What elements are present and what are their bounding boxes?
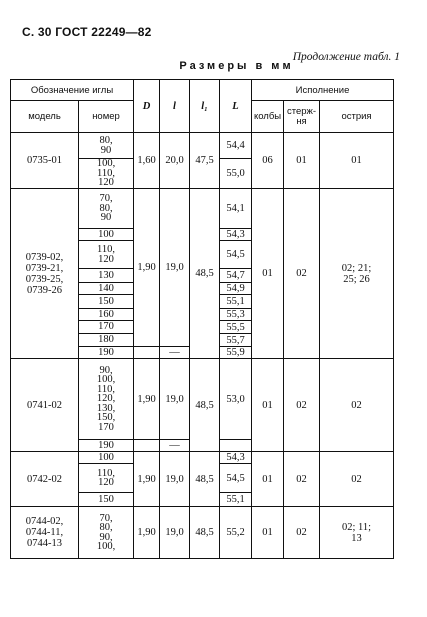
l-cell: — <box>160 440 190 452</box>
number-cell: 100 <box>79 229 134 241</box>
col-model-header: модель <box>11 101 79 133</box>
table-row <box>11 359 394 440</box>
number-cell: 180 <box>79 334 134 347</box>
col-shank-header: стерж- ня <box>284 101 320 133</box>
L-cell: 54,3 <box>220 229 252 241</box>
model-cell: 0739-02, 0739-21, 0739-25, 0739-26 <box>11 189 79 359</box>
l-cell: 19,0 <box>160 189 190 347</box>
L-cell: 55,1 <box>220 493 252 507</box>
needle-dimensions-table <box>10 79 394 559</box>
number-cell: 170 <box>79 321 134 334</box>
number-cell: 160 <box>79 309 134 321</box>
flask-cell: 01 <box>252 359 284 452</box>
number-cell: 150 <box>79 493 134 507</box>
needle-designation-header: Обозначение иглы <box>11 80 134 101</box>
l1-cell: 48,5 <box>190 507 220 559</box>
l1-cell: 47,5 <box>190 133 220 189</box>
number-cell: 70, 80, 90 <box>79 189 134 229</box>
shank-cell: 02 <box>284 452 320 507</box>
col-l1-header: l₁ <box>190 80 220 133</box>
number-cell: 80, 90 <box>79 133 134 159</box>
D-cell: 1,90 <box>134 359 160 440</box>
col-flask-header: колбы <box>252 101 284 133</box>
number-cell: 100 <box>79 452 134 464</box>
table-row <box>11 507 394 559</box>
col-D-header: D <box>134 80 160 133</box>
l-cell: 19,0 <box>160 507 190 559</box>
model-cell: 0741-02 <box>11 359 79 452</box>
number-cell: 90, 100, 110, 120, 130, 150, 170 <box>79 359 134 440</box>
l1-cell: 48,5 <box>190 189 220 359</box>
L-cell: 54,4 <box>220 133 252 159</box>
l1-cell: 48,5 <box>190 359 220 452</box>
number-cell: 110, 120 <box>79 464 134 493</box>
D-cell <box>134 347 160 359</box>
L-cell: 55,2 <box>220 507 252 559</box>
col-point-header: острия <box>320 101 394 133</box>
number-cell: 100, 110, 120 <box>79 159 134 189</box>
point-cell: 02 <box>320 359 394 452</box>
L-cell: 55,1 <box>220 295 252 309</box>
L-cell: 55,9 <box>220 347 252 359</box>
L-cell: 54,3 <box>220 452 252 464</box>
point-cell: 02; 11; 13 <box>320 507 394 559</box>
shank-cell: 02 <box>284 507 320 559</box>
L-cell: 53,0 <box>220 359 252 440</box>
number-cell: 140 <box>79 283 134 295</box>
L-cell: 54,5 <box>220 464 252 493</box>
table-continuation-note: Продолжение табл. 1 <box>292 51 400 63</box>
L-cell <box>220 440 252 452</box>
flask-cell: 06 <box>252 133 284 189</box>
col-number-header: номер <box>79 101 134 133</box>
D-cell: 1,90 <box>134 452 160 507</box>
L-cell: 54,7 <box>220 269 252 283</box>
L-cell: 55,7 <box>220 334 252 347</box>
l-cell: 20,0 <box>160 133 190 189</box>
number-cell: 190 <box>79 347 134 359</box>
L-cell: 54,1 <box>220 189 252 229</box>
L-cell: 55,0 <box>220 159 252 189</box>
D-cell: 1,90 <box>134 507 160 559</box>
L-cell: 55,3 <box>220 309 252 321</box>
number-cell: 110, 120 <box>79 241 134 269</box>
L-cell: 55,5 <box>220 321 252 334</box>
execution-header: Исполнение <box>252 80 394 101</box>
table-row <box>11 189 394 229</box>
point-cell: 02; 21; 25; 26 <box>320 189 394 359</box>
model-cell: 0735-01 <box>11 133 79 189</box>
L-cell: 54,9 <box>220 283 252 295</box>
shank-cell: 01 <box>284 133 320 189</box>
table-row <box>11 133 394 159</box>
shank-cell: 02 <box>284 359 320 452</box>
number-cell: 70, 80, 90, 100, <box>79 507 134 559</box>
table-row <box>11 452 394 464</box>
flask-cell: 01 <box>252 507 284 559</box>
flask-cell: 01 <box>252 452 284 507</box>
D-cell: 1,60 <box>134 133 160 189</box>
l-cell: 19,0 <box>160 359 190 440</box>
L-cell: 54,5 <box>220 241 252 269</box>
model-cell: 0744-02, 0744-11, 0744-13 <box>11 507 79 559</box>
col-L-header: L <box>220 80 252 133</box>
dimensions-title: Размеры в мм <box>179 60 294 72</box>
D-cell <box>134 440 160 452</box>
l-cell: 19,0 <box>160 452 190 507</box>
point-cell: 02 <box>320 452 394 507</box>
model-cell: 0742-02 <box>11 452 79 507</box>
l1-cell: 48,5 <box>190 452 220 507</box>
number-cell: 190 <box>79 440 134 452</box>
col-l-header: l <box>160 80 190 133</box>
number-cell: 150 <box>79 295 134 309</box>
point-cell: 01 <box>320 133 394 189</box>
page-header: С. 30 ГОСТ 22249—82 <box>22 25 152 39</box>
flask-cell: 01 <box>252 189 284 359</box>
D-cell: 1,90 <box>134 189 160 347</box>
shank-cell: 02 <box>284 189 320 359</box>
number-cell: 130 <box>79 269 134 283</box>
l-cell: — <box>160 347 190 359</box>
